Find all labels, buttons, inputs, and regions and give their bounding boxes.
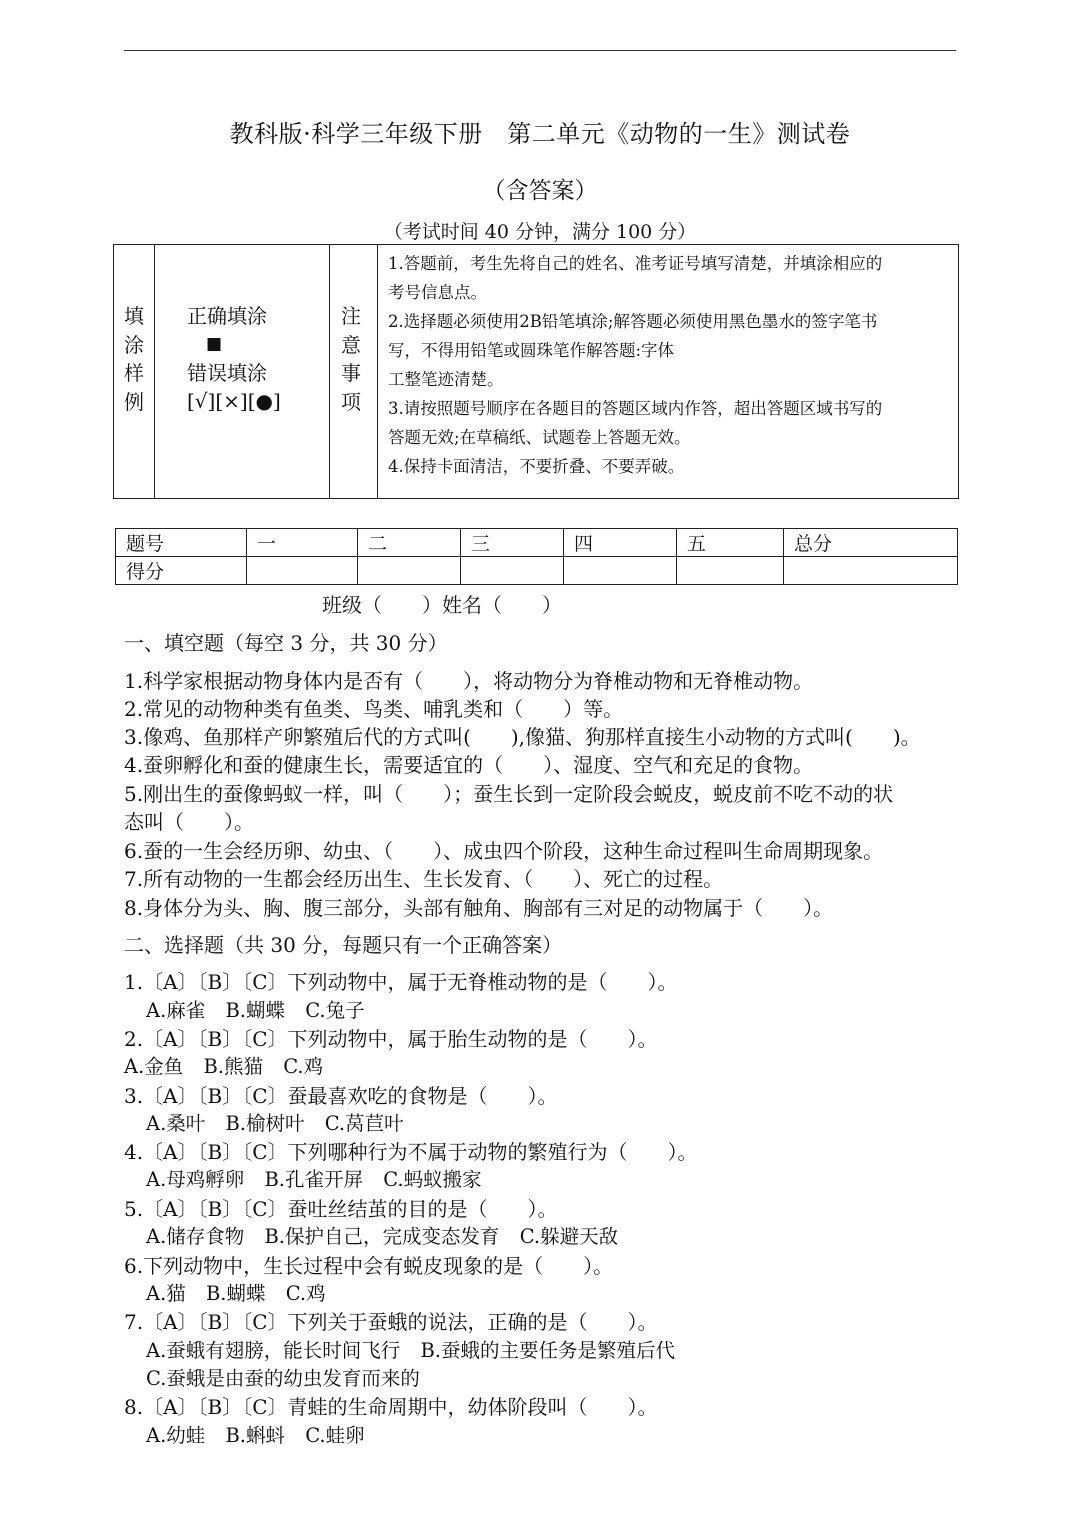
wrong-fill-label: 错误填涂 [187,361,267,385]
choice-question: 2.〔A〕〔B〕〔C〕下列动物中，属于胎生动物的是（ ）。 [124,1027,658,1051]
note-line: 1.答题前，考生先将自己的姓名、准考证号填写清楚，并填涂相应的 [388,254,883,273]
choice-options: A.蚕蛾有翅膀，能长时间飞行 B.蚕蛾的主要任务是繁殖后代 [146,1339,676,1362]
fill-question: 4.蚕卵孵化和蚕的健康生长，需要适宜的（ ）、湿度、空气和充足的食物。 [124,753,814,777]
wrong-fill-marks: [√][×][●] [187,389,281,413]
score-table [115,528,958,585]
score-header-cell: 三 [461,529,564,557]
score-cell[interactable] [247,557,358,585]
score-header-cell: 二 [358,529,461,557]
choice-question: 1.〔A〕〔B〕〔C〕下列动物中，属于无脊椎动物的是（ ）。 [124,970,678,994]
fill-question: 态叫（ ）。 [124,810,254,834]
score-cell[interactable] [461,557,564,585]
score-header-row [116,529,958,557]
note-line: 4.保持卡面清洁，不要折叠、不要弄破。 [388,457,685,476]
choice-options: A.幼蛙 B.蝌蚪 C.蛙卵 [146,1424,365,1447]
divider [329,245,330,498]
score-cell[interactable] [784,557,958,585]
note-line: 答题无效;在草稿纸、试题卷上答题无效。 [388,428,691,447]
notes-list [388,249,958,481]
choice-question: 3.〔A〕〔B〕〔C〕蚕最喜欢吃的食物是（ ）。 [124,1084,558,1108]
choice-options: C.蚕蛾是由蚕的幼虫发育而来的 [146,1367,420,1390]
fill-question: 5.刚出生的蚕像蚂蚁一样，叫（ ）；蚕生长到一定阶段会蜕皮，蜕皮前不吃不动的状 [124,782,894,806]
choice-options: A.母鸡孵卵 B.孔雀开屏 C.蚂蚁搬家 [146,1168,482,1191]
choice-options: A.麻雀 B.蝴蝶 C.兔子 [146,999,365,1022]
fill-question: 2.常见的动物种类有鱼类、鸟类、哺乳类和（ ）等。 [124,697,624,721]
choice-question: 7.〔A〕〔B〕〔C〕下列关于蚕蛾的说法，正确的是（ ）。 [124,1310,658,1334]
score-row [116,557,958,585]
fill-question: 1.科学家根据动物身体内是否有（ ），将动物分为脊椎动物和无脊椎动物。 [124,669,814,693]
note-line: 考号信息点。 [388,283,487,302]
exam-info: （考试时间 40 分钟，满分 100 分） [383,221,697,243]
divider [377,245,378,498]
note-line: 工整笔迹清楚。 [388,370,504,389]
choice-question: 6.下列动物中，生长过程中会有蜕皮现象的是（ ）。 [124,1254,614,1278]
score-header-cell: 五 [677,529,784,557]
fill-question: 6.蚕的一生会经历卵、幼虫、（ ）、成虫四个阶段，这种生命过程叫生命周期现象。 [124,839,884,863]
instructions-box [113,244,959,499]
divider [154,245,155,498]
choice-question: 4.〔A〕〔B〕〔C〕下列哪种行为不属于动物的繁殖行为（ ）。 [124,1140,698,1164]
correct-fill-mark: ■ [206,334,223,354]
score-header-cell: 一 [247,529,358,557]
fill-question: 8.身体分为头、胸、腹三部分，头部有触角、胸部有三对足的动物属于（ ）。 [124,896,834,920]
header-rule [124,50,956,51]
choice-question: 5.〔A〕〔B〕〔C〕蚕吐丝结茧的目的是（ ）。 [124,1197,558,1221]
score-header-cell: 四 [564,529,677,557]
note-line: 2.选择题必须使用2B铅笔填涂;解答题必须使用黑色墨水的签字笔书 [388,312,878,331]
choice-options: A.金鱼 B.熊猫 C.鸡 [124,1055,324,1078]
fill-question: 3.像鸡、鱼那样产卵繁殖后代的方式叫( ),像猫、狗那样直接生小动物的方式叫( )。 [124,725,921,749]
note-line: 3.请按照题号顺序在各题目的答题区域内作答，超出答题区域书写的 [388,399,883,418]
score-row-label: 得分 [116,557,247,585]
choice-options: A.储存食物 B.保护自己，完成变态发育 C.躲避天敌 [146,1225,619,1248]
choice-options: A.猫 B.蝴蝶 C.鸡 [146,1282,326,1305]
section2-title: 二、选择题（共 30 分，每题只有一个正确答案） [124,933,563,957]
notes-label: 注 意 事 项 [341,304,361,414]
score-header-cell: 总分 [784,529,958,557]
section1-title: 一、填空题（每空 3 分，共 30 分） [124,631,448,655]
score-cell[interactable] [564,557,677,585]
score-cell[interactable] [677,557,784,585]
score-cell[interactable] [358,557,461,585]
page-subtitle: （含答案） [482,178,598,204]
score-header-cell: 题号 [116,529,247,557]
choice-options: A.桑叶 B.榆树叶 C.莴苣叶 [146,1112,404,1135]
choice-question: 8.〔A〕〔B〕〔C〕青蛙的生命周期中，幼体阶段叫（ ）。 [124,1395,658,1419]
fill-example-label: 填 涂 样 例 [124,304,144,414]
fill-question: 7.所有动物的一生都会经历出生、生长发育、（ ）、死亡的过程。 [124,867,724,891]
page-title: 教科版·科学三年级下册 第二单元《动物的一生》测试卷 [229,120,851,148]
correct-fill-label: 正确填涂 [187,304,267,328]
note-line: 写，不得用铅笔或圆珠笔作解答题:字体 [388,341,675,360]
class-name-line[interactable]: 班级（ ）姓名（ ） [322,593,562,617]
